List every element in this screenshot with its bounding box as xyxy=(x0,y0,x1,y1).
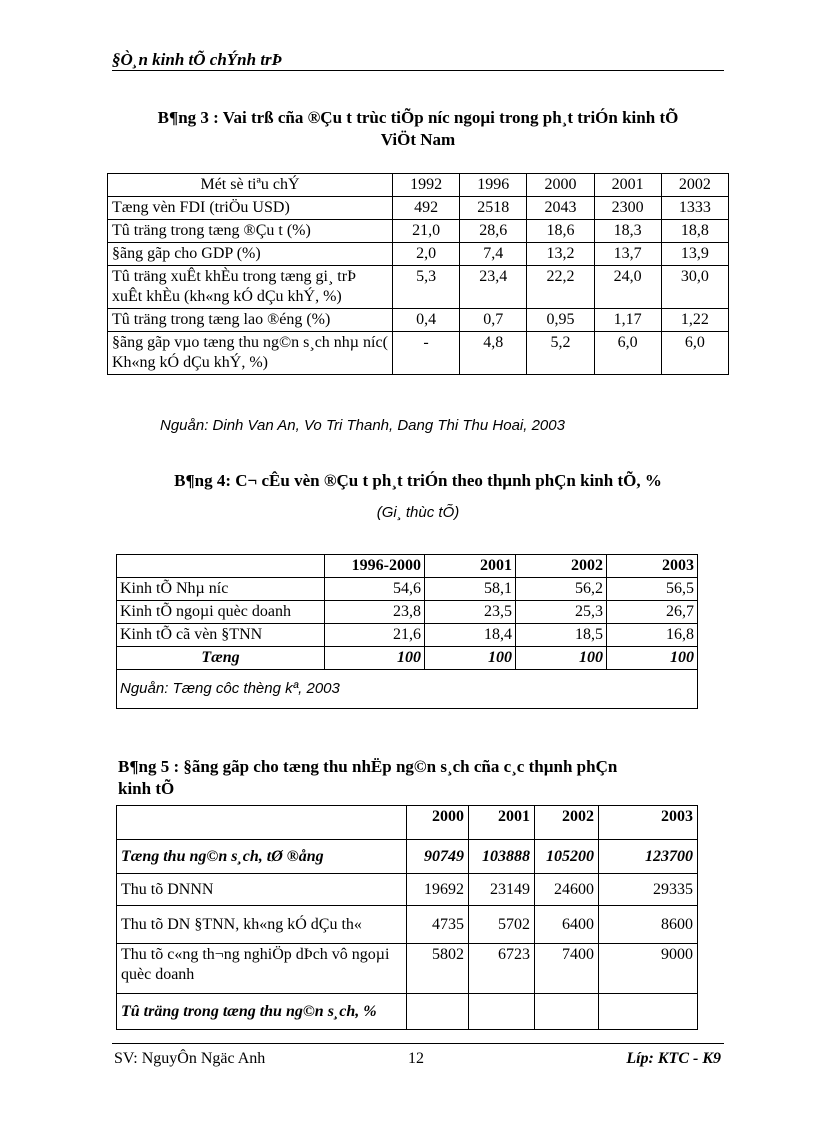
cell-value: 0,95 xyxy=(527,309,594,332)
cell-value: 6,0 xyxy=(594,332,661,375)
cell-value: 0,7 xyxy=(460,309,527,332)
cell-value: 7400 xyxy=(535,944,599,994)
cell-value: 58,1 xyxy=(425,578,516,601)
table5-caption-line2: kinh tÕ xyxy=(118,779,175,798)
cell-empty xyxy=(535,994,599,1030)
cell-empty xyxy=(599,994,698,1030)
cell-value: 6400 xyxy=(535,906,599,944)
row-label: Tæng xyxy=(117,647,325,670)
cell-value: 28,6 xyxy=(460,220,527,243)
header-rule xyxy=(112,70,724,71)
cell-value: 23,8 xyxy=(325,601,425,624)
cell-value: 5802 xyxy=(407,944,469,994)
cell-value: 105200 xyxy=(535,840,599,874)
cell-value: 26,7 xyxy=(607,601,698,624)
table-header-cell: 2000 xyxy=(527,174,594,197)
table5-caption-line1: B¶ng 5 : §ãng gãp cho tæng thu nhËp ng©n s¸ch cña c¸c thµnh phÇn xyxy=(118,757,618,776)
table3-caption xyxy=(118,107,718,151)
cell-value: 25,3 xyxy=(516,601,607,624)
cell-value: 22,2 xyxy=(527,266,594,309)
cell-value: 2043 xyxy=(527,197,594,220)
page-number: 12 xyxy=(408,1050,424,1067)
cell-value: 0,4 xyxy=(393,309,460,332)
cell-value: 13,7 xyxy=(594,243,661,266)
table5 xyxy=(116,805,698,1030)
table-header-row xyxy=(117,806,698,840)
cell-value: 2300 xyxy=(594,197,661,220)
row-label: Tû träng trong tæng lao ®éng (%) xyxy=(108,309,393,332)
cell-value: 100 xyxy=(425,647,516,670)
table4-subcaption: (Gi¸ thùc tÕ) xyxy=(376,504,460,521)
cell-value: 5,2 xyxy=(527,332,594,375)
cell-value: 4,8 xyxy=(460,332,527,375)
table-row xyxy=(117,944,698,994)
table4-caption: B¶ng 4: C¬ cÊu vèn ®Çu t ph¸t triÓn theo thµnh phÇn kinh tÕ, % xyxy=(174,471,662,490)
table-row xyxy=(108,197,729,220)
cell-value: 21,6 xyxy=(325,624,425,647)
cell-value: 18,5 xyxy=(516,624,607,647)
table-row xyxy=(108,266,729,309)
cell-value: 23149 xyxy=(469,874,535,906)
row-label: Thu tõ DN §TNN, kh«ng kÓ dÇu th« xyxy=(117,906,407,944)
cell-value: 7,4 xyxy=(460,243,527,266)
cell-value: 13,2 xyxy=(527,243,594,266)
table3-caption-line1: B¶ng 3 : Vai trß cña ®Çu t trùc tiÕp níc ngoµi trong ph¸t triÓn kinh tÕ xyxy=(157,108,679,127)
cell-value: 21,0 xyxy=(393,220,460,243)
cell-value: 6723 xyxy=(469,944,535,994)
table-header-cell: 2001 xyxy=(469,806,535,840)
table-header-cell: 2001 xyxy=(594,174,661,197)
table3 xyxy=(107,173,729,375)
row-label: §ãng gãp cho GDP (%) xyxy=(108,243,393,266)
table-total-row xyxy=(117,647,698,670)
table-header-cell: 2003 xyxy=(607,555,698,578)
cell-value: 24600 xyxy=(535,874,599,906)
cell-value: 9000 xyxy=(599,944,698,994)
cell-value: 1,22 xyxy=(661,309,728,332)
row-label: Tæng thu ng©n s¸ch, tØ ®ång xyxy=(117,840,407,874)
row-label: Kinh tÕ cã vèn §TNN xyxy=(117,624,325,647)
cell-value: 6,0 xyxy=(661,332,728,375)
table-header-cell: 2001 xyxy=(425,555,516,578)
table-header-cell xyxy=(117,555,325,578)
table-source-row xyxy=(117,670,698,709)
table-header-cell: 1996-2000 xyxy=(325,555,425,578)
table3-source: Nguån: Dinh Van An, Vo Tri Thanh, Dang Thi Thu Hoai, 2003 xyxy=(160,417,565,434)
table-row xyxy=(108,332,729,375)
table-header-cell: 2002 xyxy=(516,555,607,578)
table-row xyxy=(108,220,729,243)
cell-value: 24,0 xyxy=(594,266,661,309)
cell-value: 5,3 xyxy=(393,266,460,309)
table-row xyxy=(117,994,698,1030)
cell-value: 18,8 xyxy=(661,220,728,243)
cell-value: 56,5 xyxy=(607,578,698,601)
cell-value: 2518 xyxy=(460,197,527,220)
cell-value: 5702 xyxy=(469,906,535,944)
row-label: Tû träng trong tæng ®Çu t (%) xyxy=(108,220,393,243)
cell-value: 13,9 xyxy=(661,243,728,266)
cell-value: 100 xyxy=(516,647,607,670)
cell-value: 4735 xyxy=(407,906,469,944)
table-header-cell: 1996 xyxy=(460,174,527,197)
cell-value: 18,4 xyxy=(425,624,516,647)
table-header-cell: 2003 xyxy=(599,806,698,840)
cell-value: 19692 xyxy=(407,874,469,906)
table-row xyxy=(117,874,698,906)
row-label: Thu tõ DNNN xyxy=(117,874,407,906)
cell-value: 30,0 xyxy=(661,266,728,309)
row-label: Kinh tÕ Nhµ níc xyxy=(117,578,325,601)
cell-value: 1333 xyxy=(661,197,728,220)
table-header-cell: 1992 xyxy=(393,174,460,197)
cell-value: 492 xyxy=(393,197,460,220)
row-label: Tû träng trong tæng thu ng©n s¸ch, % xyxy=(117,994,407,1030)
cell-value: 23,5 xyxy=(425,601,516,624)
cell-empty xyxy=(407,994,469,1030)
table-header-cell: 2002 xyxy=(661,174,728,197)
cell-value: 100 xyxy=(607,647,698,670)
cell-value: 29335 xyxy=(599,874,698,906)
cell-value: 103888 xyxy=(469,840,535,874)
cell-value: 2,0 xyxy=(393,243,460,266)
footer-rule xyxy=(112,1043,724,1044)
table-header-cell: 2002 xyxy=(535,806,599,840)
cell-value: 56,2 xyxy=(516,578,607,601)
cell-value: 100 xyxy=(325,647,425,670)
table-row xyxy=(117,601,698,624)
cell-value: 23,4 xyxy=(460,266,527,309)
table-row xyxy=(117,578,698,601)
row-label: §ãng gãp vµo tæng thu ng©n s¸ch nhµ níc( Kh«ng kÓ dÇu khÝ, %) xyxy=(108,332,393,375)
row-label: Tû träng xuÊt khÈu trong tæng gi¸ trÞ xuÊt khÈu (kh«ng kÓ dÇu khÝ, %) xyxy=(108,266,393,309)
table-row xyxy=(117,906,698,944)
table-header-cell: Mét sè tiªu chÝ xyxy=(108,174,393,197)
cell-value: 90749 xyxy=(407,840,469,874)
cell-value: 16,8 xyxy=(607,624,698,647)
cell-value: 1,17 xyxy=(594,309,661,332)
cell-value: 8600 xyxy=(599,906,698,944)
table3-caption-line2: ViÖt Nam xyxy=(380,130,456,149)
footer-student: SV: NguyÔn Ngäc Anh xyxy=(114,1050,266,1067)
row-label: Kinh tÕ ngoµi quèc doanh xyxy=(117,601,325,624)
table-header-row xyxy=(108,174,729,197)
table-header-row xyxy=(117,555,698,578)
cell-value: - xyxy=(393,332,460,375)
table5-caption xyxy=(118,756,718,800)
footer-class: Líp: KTC - K9 xyxy=(626,1050,721,1067)
cell-value: 18,6 xyxy=(527,220,594,243)
table-header-cell xyxy=(117,806,407,840)
table-total-row xyxy=(117,840,698,874)
cell-empty xyxy=(469,994,535,1030)
cell-value: 54,6 xyxy=(325,578,425,601)
table4-source: Nguån: Tæng côc thèng kª, 2003 xyxy=(117,670,698,709)
row-label: Thu tõ c«ng th¬ng nghiÖp dÞch vô ngoµi quèc doanh xyxy=(117,944,407,994)
table-header-cell: 2000 xyxy=(407,806,469,840)
cell-value: 18,3 xyxy=(594,220,661,243)
table4 xyxy=(116,554,698,709)
table-row xyxy=(108,309,729,332)
row-label: Tæng vèn FDI (triÖu USD) xyxy=(108,197,393,220)
table-row xyxy=(117,624,698,647)
cell-value: 123700 xyxy=(599,840,698,874)
table-row xyxy=(108,243,729,266)
document-header-title: §Ò¸n kinh tÕ chÝnh trÞ xyxy=(112,50,283,69)
